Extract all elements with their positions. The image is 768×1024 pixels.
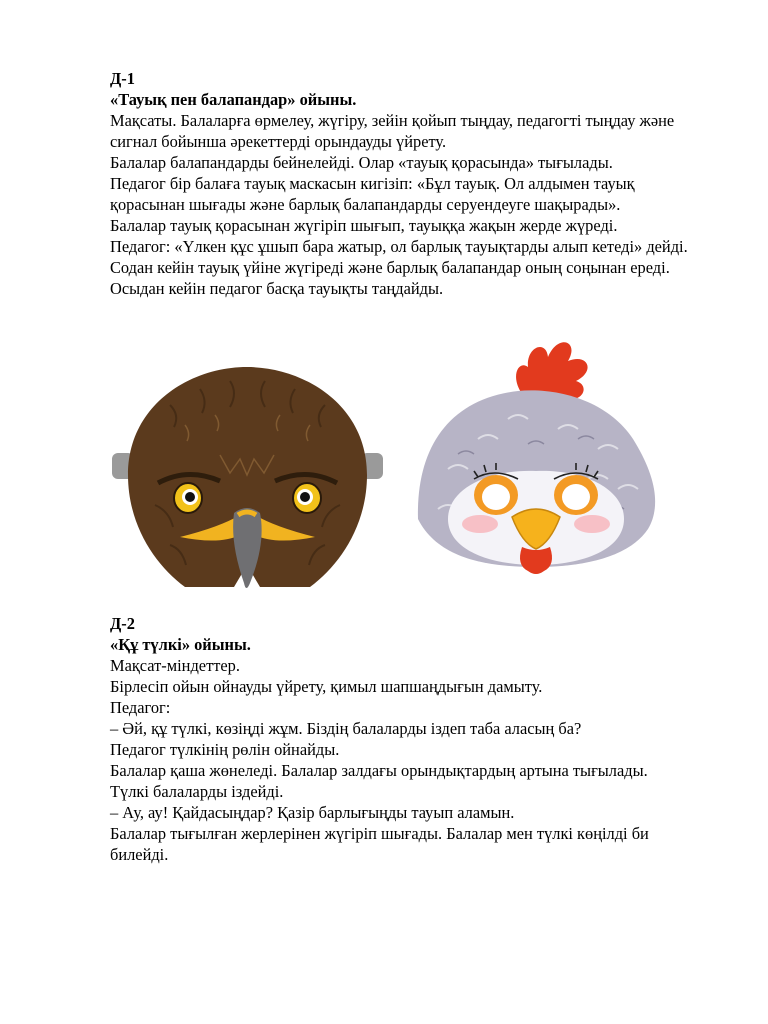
section1-title: «Тауық пен балапандар» ойыны. [110,90,357,109]
section2-paragraph: – Әй, құ түлкі, көзіңді жұм. Біздің балаларды іздеп таба аласың ба? [110,719,582,738]
section1-paragraph: Балалар балапандарды бейнелейді. Олар «тауық қорасында» тығылады. [110,153,613,172]
section2-paragraph: – Ау, ау! Қайдасыңдар? Қазір барлығыңды тауып аламын. [110,803,515,822]
section1-code: Д-1 [110,69,135,88]
section2-paragraph: Түлкі балаларды іздейді. [110,782,284,801]
section1-paragraph: Педагог: «Үлкен құс ұшып бара жатыр, ол барлық тауықтарды алып кетеді» дейді. Содан кейін тауық үйіне жүгіреді және барлық балапандар оның соңынан ереді. Осыдан кейін педагог басқа тауықты таңдайды. [110,237,688,298]
section2-code: Д-2 [110,614,135,633]
section1-paragraph: Балалар тауық қорасынан жүгіріп шығып, тауыққа жақын жерде жүреді. [110,216,618,235]
section1-paragraph: Мақсаты. Балаларға өрмелеу, жүгіру, зейін қойып тыңдау, педагогті тыңдау және сигнал бойынша әрекеттерді орындауды үйрету. [110,111,675,151]
section2-paragraph: Педагог түлкінің рөлін ойнайды. [110,740,340,759]
hawk-mask-icon [110,365,385,590]
section2-title: «Құ түлкі» ойыны. [110,635,251,654]
section2-paragraph: Бірлесіп ойын ойнауды үйрету, қимыл шапшаңдығын дамыту. [110,677,543,696]
masks-figure [110,305,710,593]
section2-paragraph: Балалар қаша жөнеледі. Балалар залдағы орындықтардың артына тығылады. [110,761,648,780]
hen-mask-icon [408,319,664,579]
section2-paragraph: Педагог: [110,698,171,717]
section1-paragraph: Педагог бір балаға тауық маскасын кигізіп: «Бұл тауық. Ол алдымен тауық қорасынан шығады және барлық балапандарды серуендеуге шақырады». [110,174,635,214]
document-page [110,68,710,865]
section2-paragraph: Мақсат-міндеттер. [110,656,240,675]
section2-paragraph: Балалар тығылған жерлерінен жүгіріп шығады. Балалар мен түлкі көңілді би билейді. [110,824,649,864]
